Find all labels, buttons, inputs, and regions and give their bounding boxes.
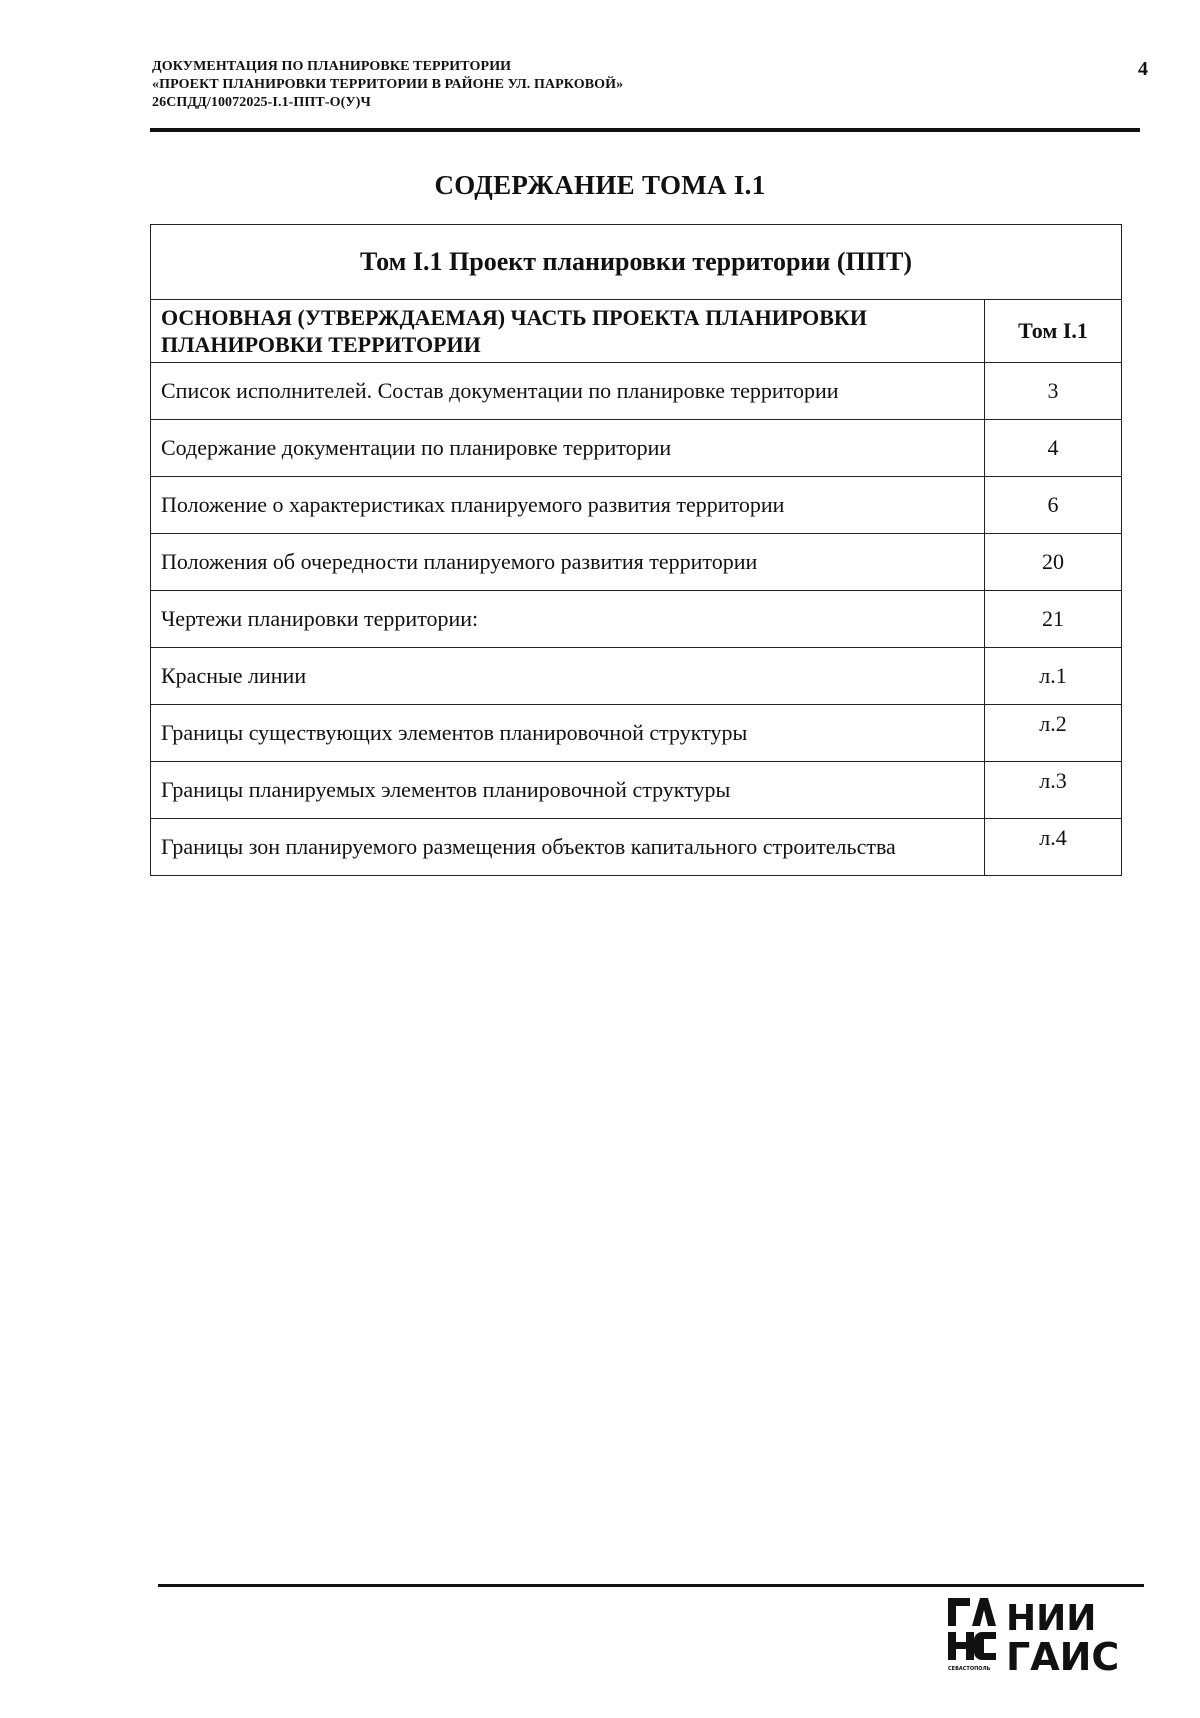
- logo-mark-icon: [948, 1598, 996, 1672]
- table-row: [151, 477, 1122, 534]
- nii-gais-logo: [948, 1596, 1128, 1678]
- row-label: Границы планируемых элементов планировочной структуры: [151, 762, 985, 819]
- table-row: [151, 420, 1122, 477]
- table-row: [151, 648, 1122, 705]
- row-page: 6: [985, 477, 1122, 534]
- row-page: л.2: [985, 705, 1122, 762]
- row-label: Содержание документации по планировке территории: [151, 420, 985, 477]
- row-page: 4: [985, 420, 1122, 477]
- document-header: [152, 58, 1142, 112]
- row-label: Положение о характеристиках планируемого развития территории: [151, 477, 985, 534]
- footer-divider: [158, 1584, 1144, 1587]
- document-title: СОДЕРЖАНИЕ ТОМА I.1: [434, 170, 766, 200]
- row-page: л.3: [985, 762, 1122, 819]
- table-row: [151, 762, 1122, 819]
- row-page: л.4: [985, 819, 1122, 876]
- section-label: ОСНОВНАЯ (УТВЕРЖДАЕМАЯ) ЧАСТЬ ПРОЕКТА ПЛАНИРОВКИ ПЛАНИРОВКИ ТЕРРИТОРИИ: [151, 300, 985, 363]
- row-label: Красные линии: [151, 648, 985, 705]
- table-row: [151, 363, 1122, 420]
- svg-text:СЕВАСТОПОЛЬ: СЕВАСТОПОЛЬ: [948, 1666, 991, 1672]
- header-line-3: 26СПДД/10072025-I.1-ППТ-О(У)Ч: [152, 95, 371, 110]
- table-row: [151, 591, 1122, 648]
- table-heading: Том I.1 Проект планировки территории (ППТ): [151, 225, 1122, 300]
- row-page: л.1: [985, 648, 1122, 705]
- table-row: [151, 534, 1122, 591]
- section-volume: Том I.1: [985, 300, 1122, 363]
- page-number: 4: [1138, 58, 1148, 80]
- row-page: 3: [985, 363, 1122, 420]
- row-label: Границы существующих элементов планировочной структуры: [151, 705, 985, 762]
- table-row: [151, 819, 1122, 876]
- row-page: 21: [985, 591, 1122, 648]
- row-label: Границы зон планируемого размещения объектов капитального строительства: [151, 819, 985, 876]
- row-label: Чертежи планировки территории:: [151, 591, 985, 648]
- logo-text-line2: ГАИС: [1006, 1635, 1120, 1678]
- table-heading-row: [151, 225, 1122, 300]
- table-row: [151, 705, 1122, 762]
- section-row: [151, 300, 1122, 363]
- header-divider: [150, 128, 1140, 132]
- row-label: Список исполнителей. Состав документации по планировке территории: [151, 363, 985, 420]
- contents-table: [150, 224, 1122, 876]
- logo-text-line1: НИИ: [1006, 1598, 1097, 1639]
- header-line-2: «ПРОЕКТ ПЛАНИРОВКИ ТЕРРИТОРИИ В РАЙОНЕ УЛ. ПАРКОВОЙ»: [152, 77, 624, 92]
- header-line-1: ДОКУМЕНТАЦИЯ ПО ПЛАНИРОВКЕ ТЕРРИТОРИИ: [152, 59, 512, 74]
- row-label: Положения об очередности планируемого развития территории: [151, 534, 985, 591]
- row-page: 20: [985, 534, 1122, 591]
